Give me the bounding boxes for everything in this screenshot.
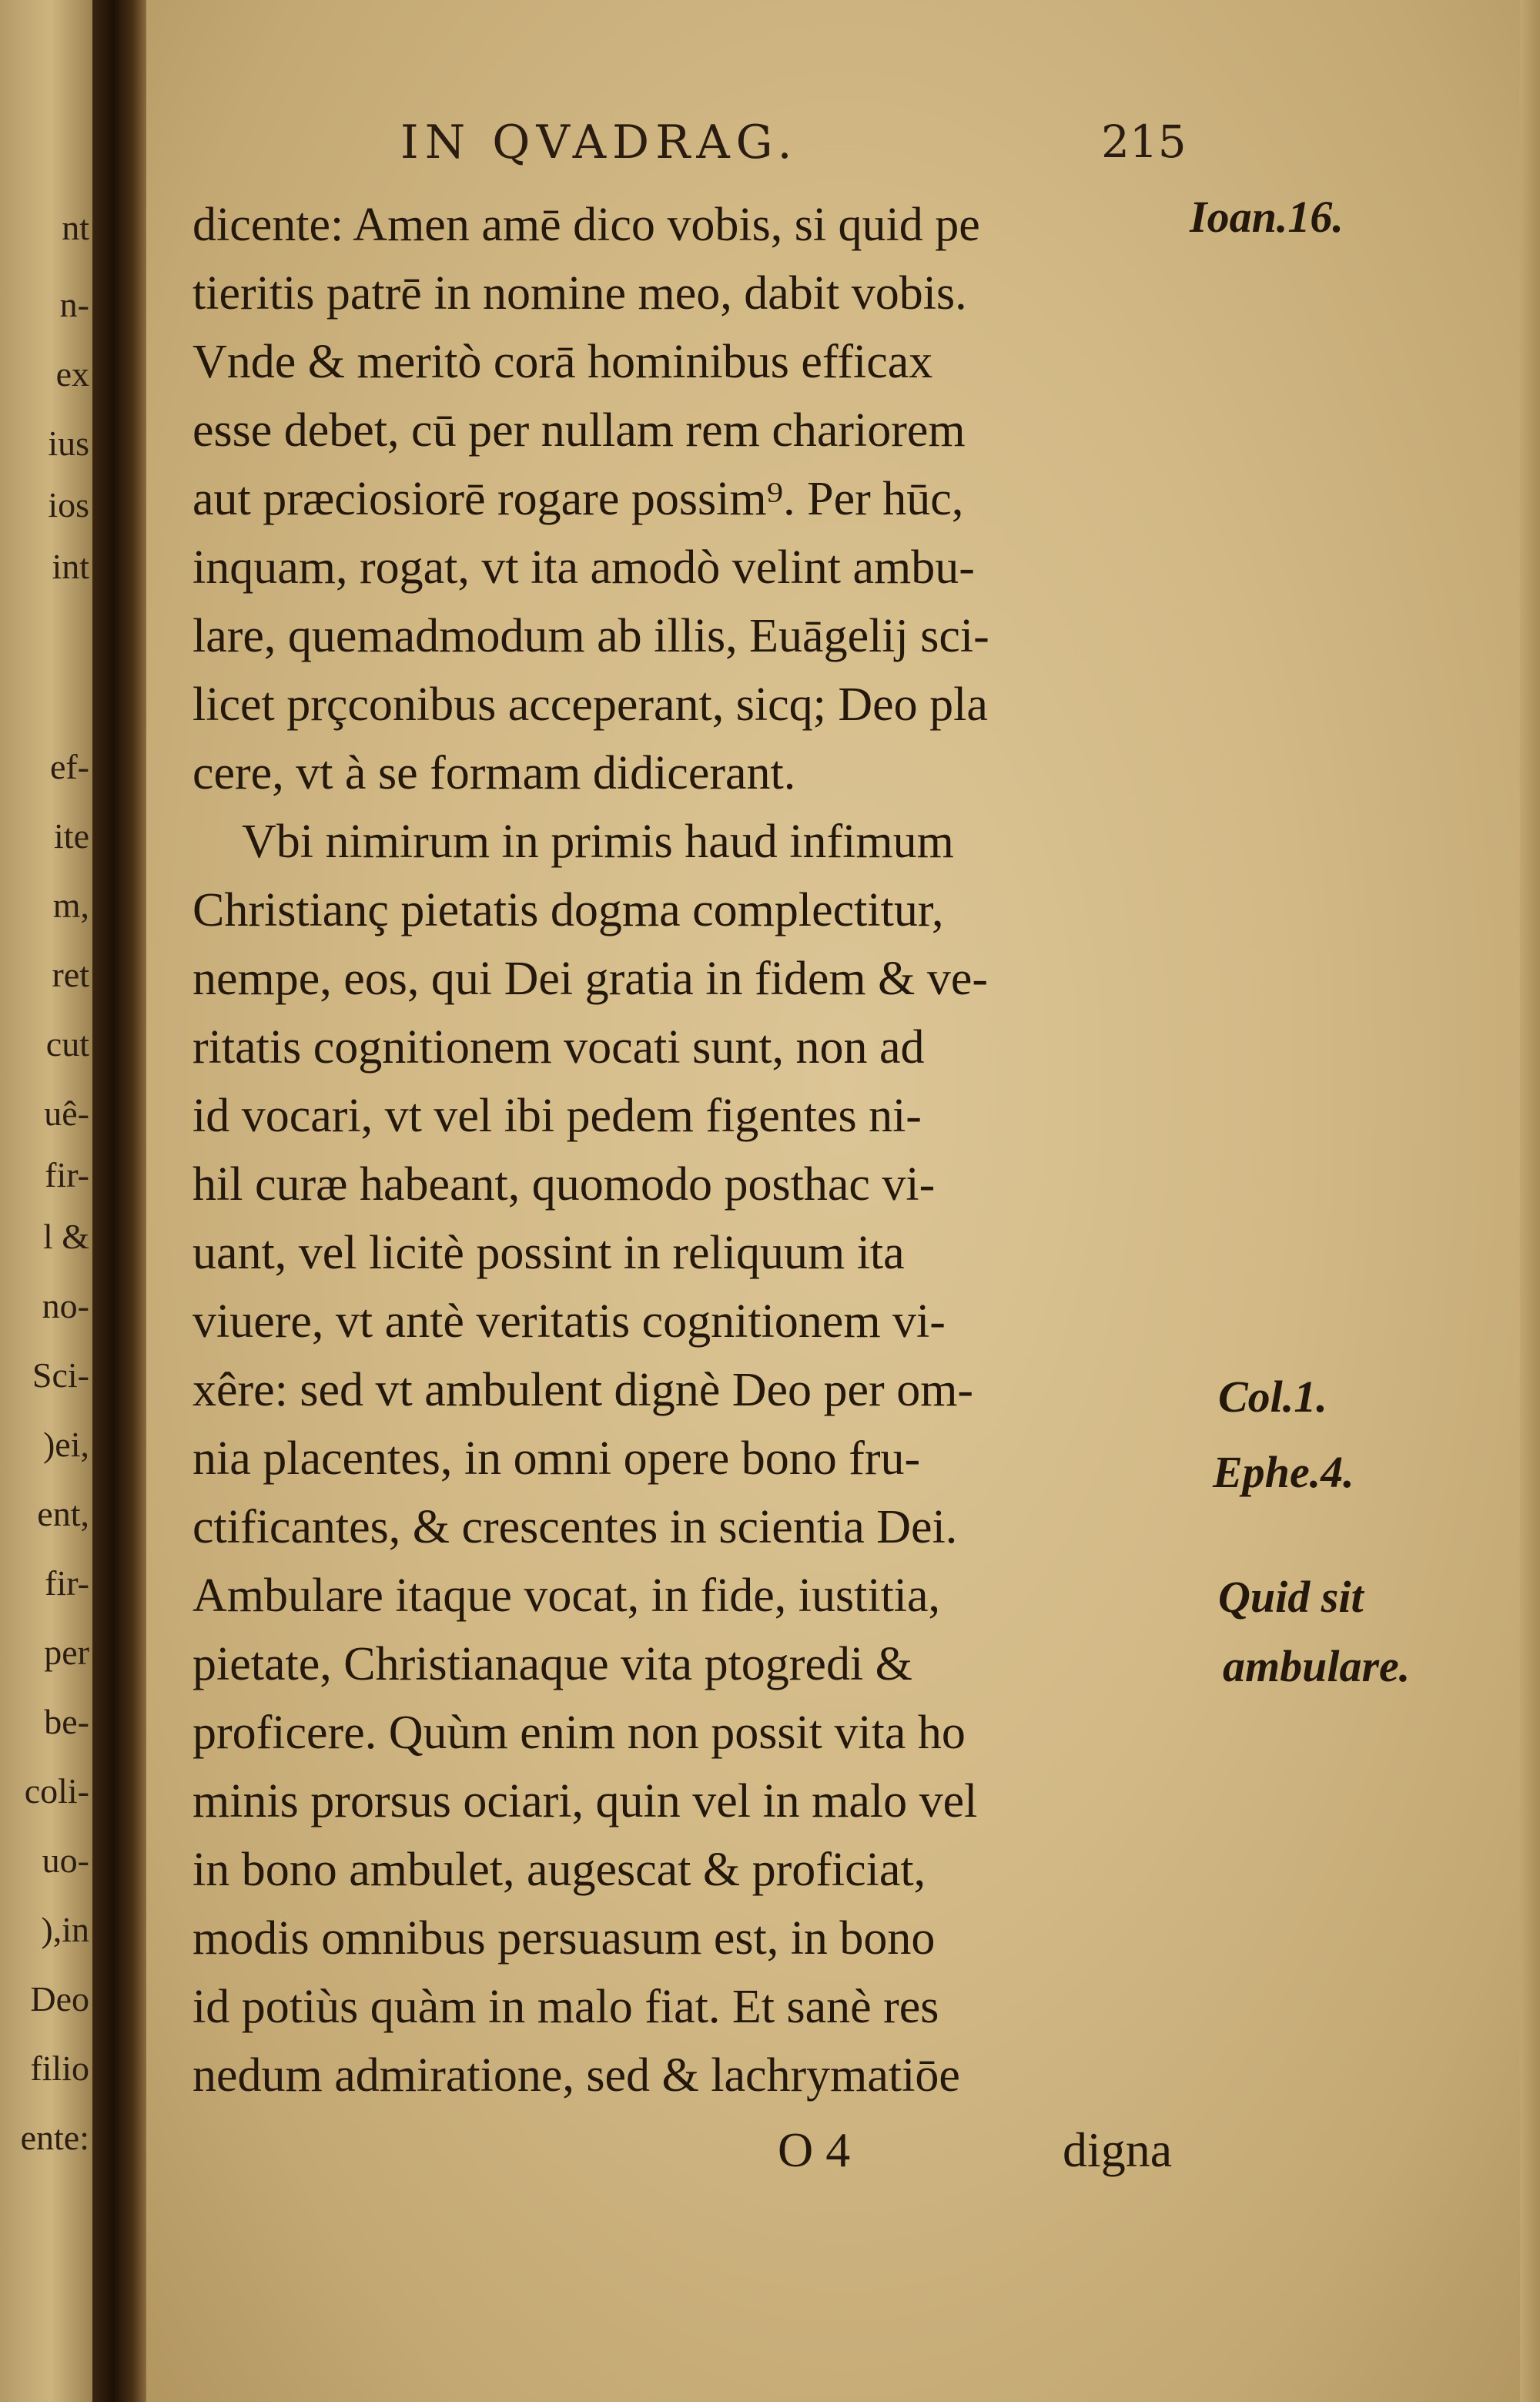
marginal-note-ambulare: ambulare. bbox=[1223, 1641, 1411, 1691]
page-edge bbox=[1520, 0, 1540, 2402]
facing-page-fragment: ex bbox=[55, 354, 89, 394]
text-line: Vnde & meritò corā hominibus efficax bbox=[192, 336, 933, 388]
text-line: ctificantes, & crescentes in scientia Dei. bbox=[192, 1501, 958, 1553]
facing-page-fragment: coli- bbox=[24, 1771, 89, 1811]
catchword: digna bbox=[1063, 2122, 1173, 2177]
facing-page-fragment: Sci- bbox=[32, 1355, 89, 1395]
text-line: uant, vel licitè possint in reliquum ita bbox=[192, 1227, 905, 1279]
body-text bbox=[192, 191, 1247, 2110]
text-line: viuere, vt antè veritatis cognitionem vi- bbox=[192, 1295, 946, 1348]
text-line: cere, vt à se formam didicerant. bbox=[192, 747, 796, 799]
facing-page-fragment: Deo bbox=[30, 1979, 89, 2018]
text-line: nedum admiratione, sed & lachrymatiōe bbox=[192, 2049, 960, 2102]
facing-page-fragment: cut bbox=[45, 1024, 89, 1064]
marginal-note-ioan: Ioan.16. bbox=[1190, 192, 1344, 242]
signature-mark: O 4 bbox=[778, 2122, 851, 2177]
marginal-note-quid-sit: Quid sit bbox=[1218, 1572, 1364, 1622]
text-line: xêre: sed vt ambulent dignè Deo per om- bbox=[192, 1364, 974, 1416]
text-line: Ambulare itaque vocat, in fide, iustitia, bbox=[192, 1570, 941, 1622]
facing-page-fragment: n- bbox=[59, 285, 89, 324]
text-line: hil curæ habeant, quomodo posthac vi- bbox=[192, 1158, 936, 1211]
facing-page-fragment: int bbox=[52, 547, 89, 586]
facing-page-fragment: ente: bbox=[20, 2118, 89, 2157]
text-line: licet prçconibus acceperant, sicq; Deo pla bbox=[192, 678, 988, 731]
facing-page-fragment: per bbox=[44, 1633, 89, 1672]
text-line: proficere. Quùm enim non possit vita ho bbox=[192, 1707, 966, 1759]
facing-page-fragment: ret bbox=[52, 955, 89, 994]
text-line: Vbi nimirum in primis haud infimum bbox=[242, 816, 954, 868]
text-line: id vocari, vt vel ibi pedem figentes ni- bbox=[192, 1090, 922, 1142]
marginal-note-col: Col.1. bbox=[1218, 1372, 1327, 1422]
text-line: inquam, rogat, vt ita amodò velint ambu- bbox=[192, 541, 975, 594]
book-page bbox=[146, 0, 1540, 2402]
facing-page-fragment: uê- bbox=[44, 1094, 89, 1133]
facing-page-fragment: )ei, bbox=[42, 1425, 89, 1464]
facing-page-strip bbox=[0, 0, 92, 2402]
page-footer bbox=[146, 2122, 1540, 2183]
facing-page-fragment: fir- bbox=[45, 1155, 89, 1194]
text-line: pietate, Christianaque vita ptogredi & bbox=[192, 1638, 912, 1690]
page-header bbox=[146, 116, 1540, 177]
facing-page-fragment: filio bbox=[30, 2049, 89, 2088]
facing-page-fragment: fir- bbox=[45, 1563, 89, 1603]
facing-page-fragment: ef- bbox=[49, 747, 89, 786]
facing-page-fragment: m, bbox=[52, 886, 89, 925]
text-line: tieritis patrē in nomine meo, dabit vobis. bbox=[192, 267, 967, 320]
marginal-note-ephe: Ephe.4. bbox=[1213, 1447, 1354, 1497]
facing-page-fragment: ite bbox=[54, 816, 89, 856]
text-line: aut præciosiorē rogare possim⁹. Per hūc, bbox=[192, 473, 964, 525]
text-line: lare, quemadmodum ab illis, Euāgelij sci- bbox=[192, 610, 989, 662]
text-line: nia placentes, in omni opere bono fru- bbox=[192, 1432, 921, 1485]
text-line: nempe, eos, qui Dei gratia in fidem & ve- bbox=[192, 953, 989, 1005]
facing-page-fragment: ios bbox=[48, 485, 89, 524]
facing-page-fragment: nt bbox=[62, 208, 89, 247]
text-line: ritatis cognitionem vocati sunt, non ad bbox=[192, 1021, 925, 1074]
running-head: IN QVADRAG. bbox=[400, 116, 798, 169]
text-line: id potiùs quàm in malo fiat. Et sanè res bbox=[192, 1981, 939, 2033]
facing-page-fragment: no- bbox=[42, 1286, 89, 1325]
facing-page-fragment: ius bbox=[48, 424, 89, 463]
text-line: esse debet, cū per nullam rem chariorem bbox=[192, 404, 966, 457]
book-gutter bbox=[92, 0, 146, 2402]
text-line: dicente: Amen amē dico vobis, si quid pe bbox=[192, 199, 980, 251]
text-line: in bono ambulet, augescat & proficiat, bbox=[192, 1844, 926, 1896]
facing-page-fragment: l & bbox=[42, 1217, 89, 1256]
text-line: modis omnibus persuasum est, in bono bbox=[192, 1912, 936, 1965]
facing-page-fragment: uo- bbox=[42, 1841, 89, 1880]
facing-page-fragment: be- bbox=[44, 1702, 89, 1741]
facing-page-fragment: ),in bbox=[41, 1910, 89, 1949]
text-line: minis prorsus ociari, quin vel in malo vel bbox=[192, 1775, 978, 1827]
facing-page-fragment: ent, bbox=[37, 1494, 89, 1533]
text-line: Christianç pietatis dogma complectitur, bbox=[192, 884, 944, 936]
folio-number: 215 bbox=[1101, 116, 1187, 168]
